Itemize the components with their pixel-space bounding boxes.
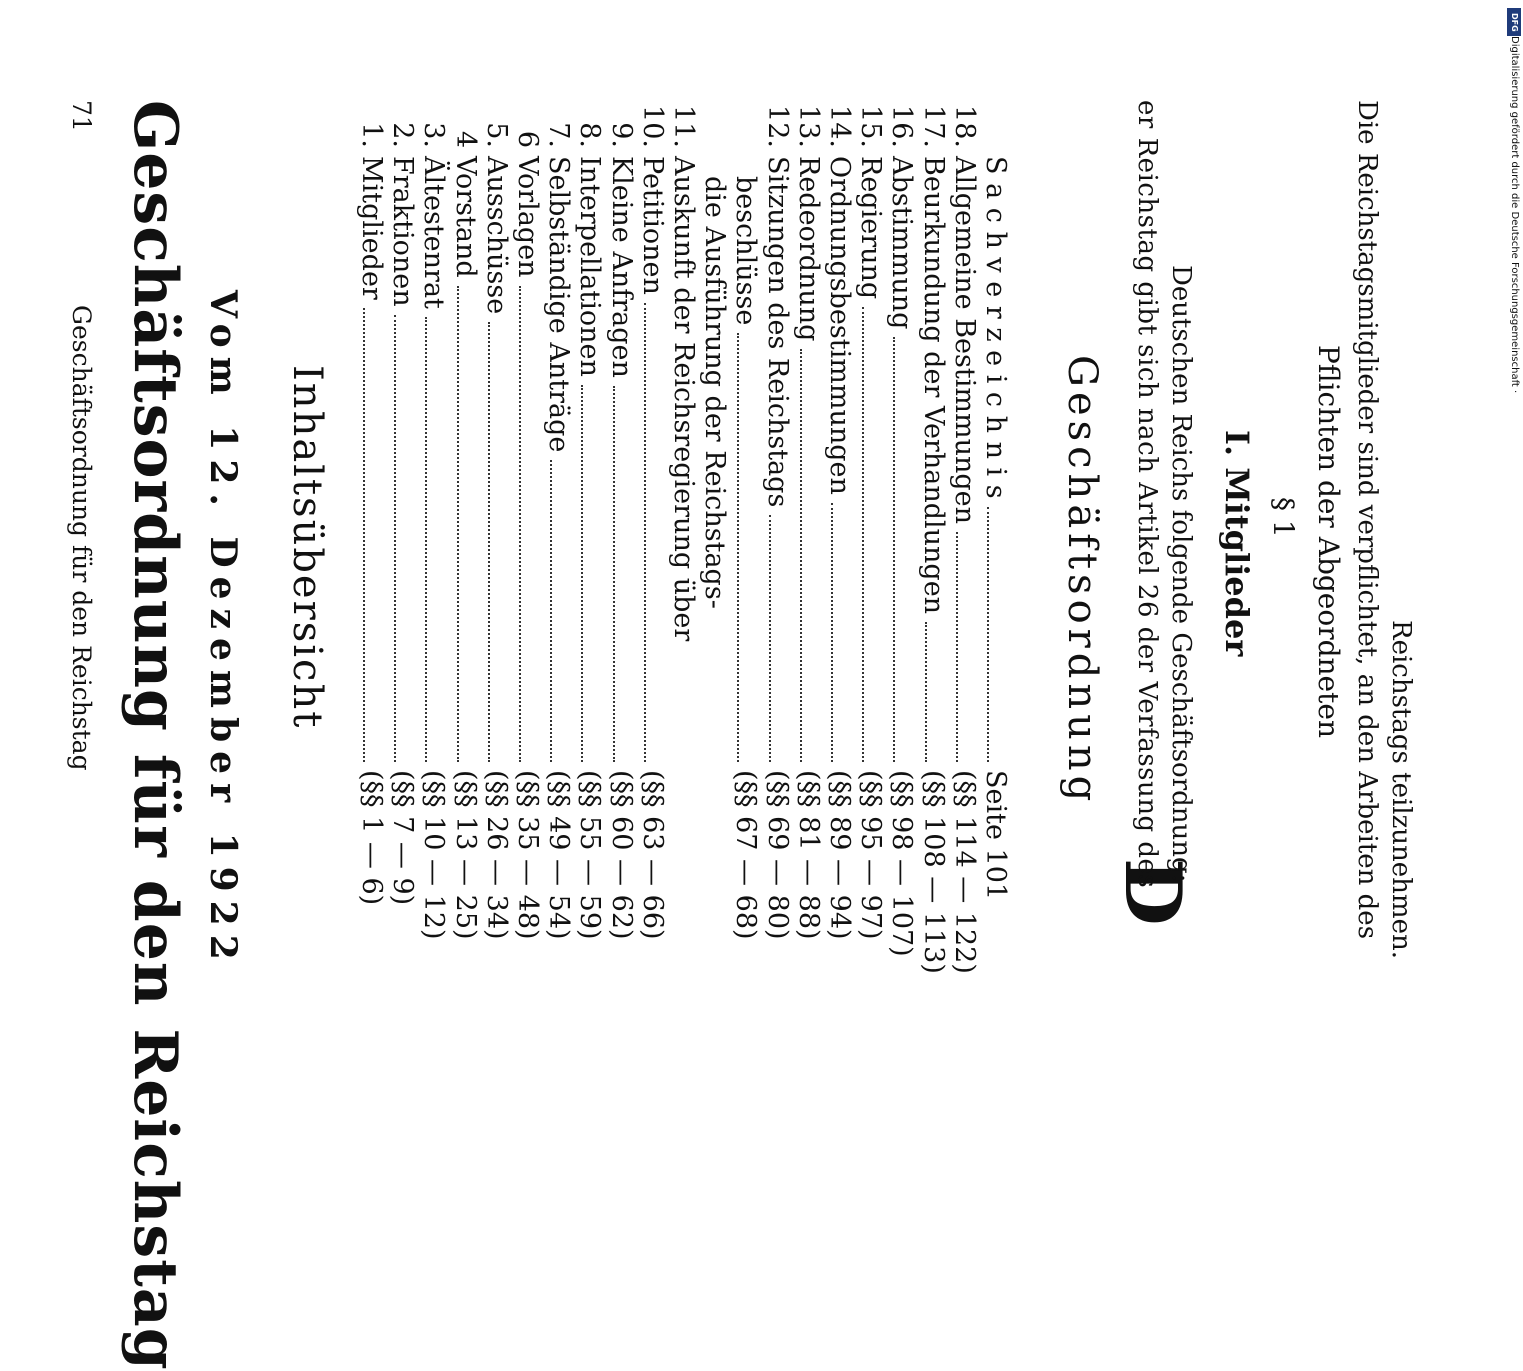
toc-leader-dots (893, 337, 896, 762)
section-heading: Geschäftsordnung (1059, 355, 1105, 807)
toc-title: Vorlagen (512, 156, 543, 278)
toc-leader-dots (425, 317, 428, 762)
toc-number: 6 (512, 130, 543, 148)
toc-number: 16. (886, 105, 918, 148)
toc-leader-dots (644, 303, 647, 762)
toc-number: 8. (574, 122, 606, 148)
toc-row (918, 100, 948, 1000)
toc-row (762, 100, 792, 1000)
toc-row (886, 100, 916, 1000)
toc-title: Redeordnung (792, 156, 824, 342)
toc-leader-dots (956, 532, 959, 762)
toc-leader-dots (769, 515, 772, 762)
toc-leader-dots (519, 286, 522, 762)
toc-number: 10. (636, 105, 668, 148)
toc-title: S a c h v e r z e i c h n i s (980, 156, 1011, 499)
toc-number: 5. (480, 122, 512, 148)
toc-number: 2. (387, 122, 419, 148)
toc-title: Interpellationen (574, 156, 606, 377)
toc-reference: (§§ 13 — 25) (449, 770, 481, 940)
toc-leader-dots (737, 333, 740, 762)
intro-line-2: Deutschen Reichs folgende Geschäftsordnung: (1166, 265, 1196, 883)
toc-title: Vorstand (449, 156, 481, 278)
toc-leader-dots (831, 503, 834, 762)
toc-number: 14. (824, 105, 855, 148)
toc-heading: Inhaltsübersicht (284, 365, 330, 730)
toc-row (606, 100, 636, 1000)
toc-row (418, 100, 448, 1000)
toc-reference: (§§ 60 — 62) (605, 770, 637, 940)
toc-row (730, 100, 760, 1000)
toc-title: die Ausführung der Reichstags- (699, 176, 731, 609)
chapter-heading: I. Mitglieder (1218, 430, 1256, 657)
toc-title: Kleine Anfragen (605, 156, 637, 378)
toc-leader-dots (394, 315, 397, 762)
drop-initial: D (1107, 858, 1198, 926)
toc-row (949, 100, 979, 1000)
toc-number: 13. (792, 105, 824, 148)
toc-title: Allgemeine Bestimmungen (948, 156, 980, 524)
toc-title: Mitglieder (356, 156, 387, 300)
toc-reference: (§§ 67 — 68) (730, 770, 762, 940)
toc-leader-dots (613, 386, 616, 762)
toc-title: Ältestenrat (418, 156, 450, 309)
toc-reference: (§§ 1 — 6) (356, 770, 387, 906)
toc-row (387, 100, 417, 1000)
toc-number: 15. (855, 105, 887, 148)
toc-title: Petitionen (636, 156, 668, 295)
page-number: 71 (67, 100, 96, 132)
toc-leader-dots (800, 349, 803, 762)
toc-reference: (§§ 69 — 80) (761, 770, 793, 940)
toc-reference: (§§ 10 — 12) (418, 770, 450, 940)
toc-number: 3. (418, 122, 450, 148)
toc-row (574, 100, 604, 1000)
toc-title: Beurkundung der Verhandlungen (917, 156, 949, 615)
toc-leader-dots (488, 322, 491, 762)
toc-number: 12. (761, 105, 793, 148)
toc-row (668, 100, 698, 1000)
toc-reference: (§§ 49 — 54) (543, 770, 575, 940)
toc-row (543, 100, 573, 1000)
dfg-logo: DFG (1507, 8, 1521, 36)
toc-number: 1. (356, 122, 387, 148)
toc-leader-dots (550, 460, 553, 762)
paragraph-sign: § 1 (1267, 497, 1300, 538)
toc-reference: (§§ 63 — 66) (636, 770, 668, 940)
toc-title: Regierung (855, 156, 887, 300)
toc-reference: (§§ 98 — 107) (886, 770, 918, 957)
toc-leader-dots (581, 385, 584, 762)
dfg-note: Digitalisierung gefördert durch die Deutsche Forschungsgemeinschaft · (1509, 36, 1520, 394)
toc-reference: Seite 101 (980, 770, 1011, 901)
toc-reference: (§§ 26 — 34) (480, 770, 512, 940)
toc-title: Sitzungen des Reichstags (761, 156, 793, 508)
page-title: Geschäftsordnung für den Reichstag (120, 100, 190, 1371)
toc-number: 18. (948, 105, 980, 148)
body-line-1: Die Reichstagsmitglieder sind verpflichtet, an den Arbeiten des (1352, 100, 1382, 940)
toc-title: Fraktionen (387, 156, 419, 307)
toc-reference: (§§ 95 — 97) (855, 770, 887, 940)
toc-reference: (§§ 81 — 88) (792, 770, 824, 940)
toc-number: 11. (668, 105, 699, 148)
toc-reference: (§§ 7 — 9) (387, 770, 419, 906)
toc-leader-dots (925, 622, 928, 762)
toc-leader-dots (457, 286, 460, 762)
toc-row (481, 100, 511, 1000)
toc-row (356, 100, 386, 1000)
toc-row (855, 100, 885, 1000)
toc-reference: (§§ 89 — 94) (824, 770, 855, 940)
toc-number: 9. (605, 122, 637, 148)
toc-title: Auskunft der Reichsregierung über (668, 156, 699, 642)
toc-row (450, 100, 480, 1000)
toc-number: 17. (917, 105, 949, 148)
toc-number: 4 (449, 130, 481, 148)
toc-title: Ausschüsse (480, 156, 512, 315)
toc-row (793, 100, 823, 1000)
toc-reference: (§§ 114 — 122) (948, 770, 980, 974)
toc-row (699, 100, 729, 1000)
toc-reference: (§§ 55 — 59) (574, 770, 606, 940)
toc-reference: (§§ 35 — 48) (512, 770, 543, 940)
toc-row (637, 100, 667, 1000)
page-subtitle: Vom 12. Dezember 1922 (202, 290, 244, 969)
toc-title: Selbständige Anträge (543, 156, 575, 453)
toc-leader-dots (862, 307, 865, 762)
toc-reference: (§§ 108 — 113) (917, 770, 949, 974)
running-head: Geschäftsordnung für den Reichstag (67, 305, 96, 771)
intro-line-1: er Reichstag gibt sich nach Artikel 26 der Verfassung des (1132, 100, 1162, 889)
toc-leader-dots (363, 308, 366, 762)
paragraph-title: Pflichten der Abgeordneten (1312, 345, 1345, 738)
toc-row (980, 100, 1010, 1000)
toc-title: Ordnungsbestimmungen (824, 156, 855, 495)
toc-row (512, 100, 542, 1000)
toc-title: beschlüsse (730, 176, 762, 326)
body-line-2: Reichstags teilzunehmen. (1386, 620, 1416, 959)
toc-title: Abstimmung (886, 156, 918, 330)
toc-row (824, 100, 854, 1000)
toc-number: 7. (543, 122, 575, 148)
toc-leader-dots (987, 507, 990, 762)
